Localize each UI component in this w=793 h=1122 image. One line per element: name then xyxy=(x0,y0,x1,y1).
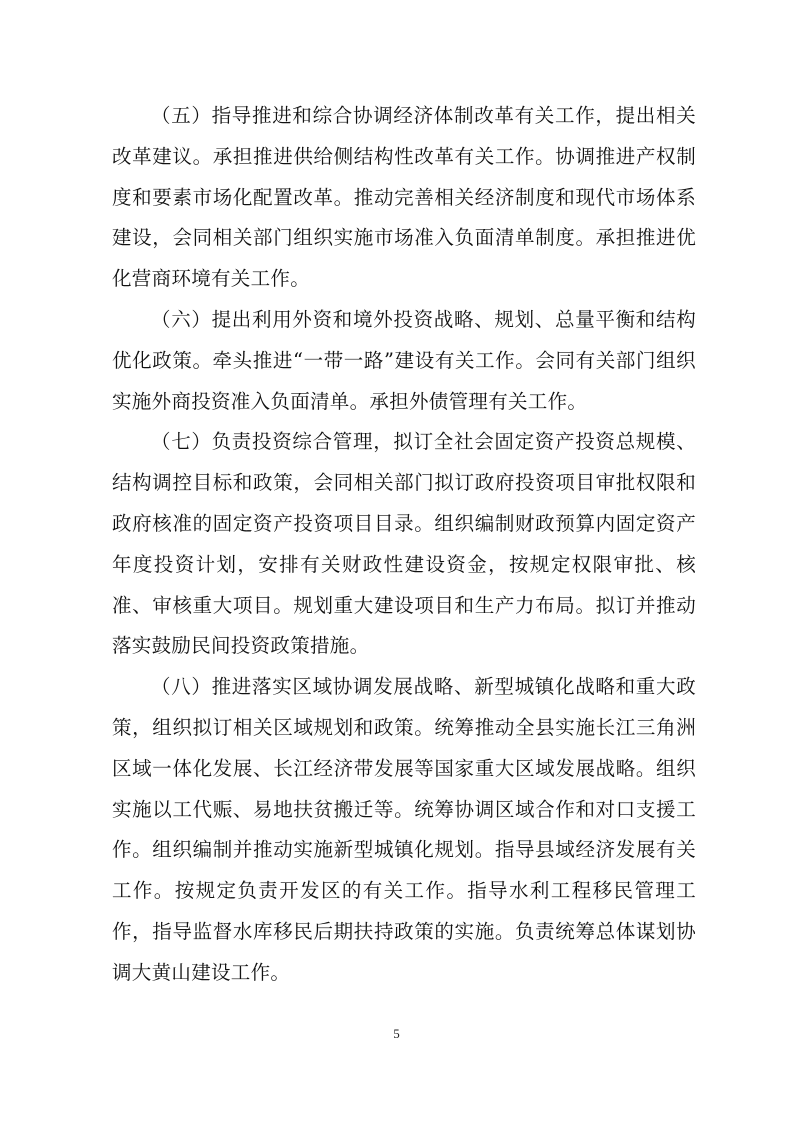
paragraph-6: （六）提出利用外资和境外投资战略、规划、总量平衡和结构优化政策。牵头推进“一带一路”建设有关工作。会同有关部门组织实施外商投资准入负面清单。承担外债管理有关工作。 xyxy=(112,307,696,413)
paragraph-8: （八）推进落实区域协调发展战略、新型城镇化战略和重大政策，组织拟订相关区域规划和政策。统筹推动全县实施长江三角洲区域一体化发展、长江经济带发展等国家重大区域发展战略。组织实施以工代赈、易地扶贫搬迁等。统筹协调区域合作和对口支援工作。组织编制并推动实施新型城镇化规划。指导县域经济发展有关工作。按规定负责开发区的有关工作。指导水利工程移民管理工作，指导监督水库移民后期扶持政策的实施。负责统筹总体谋划协调大黄山建设工作。 xyxy=(112,675,696,984)
paragraph-7: （七）负责投资综合管理，拟订全社会固定资产投资总规模、结构调控目标和政策，会同相关部门拟订政府投资项目审批权限和政府核准的固定资产投资项目目录。组织编制财政预算内固定资产年度投资计划，安排有关财政性建设资金，按规定权限审批、核准、审核重大项目。规划重大建设项目和生产力布局。拟订并推动落实鼓励民间投资政策措施。 xyxy=(112,430,696,658)
document-body xyxy=(112,96,696,994)
paragraph-5: （五）指导推进和综合协调经济体制改革有关工作，提出相关改革建议。承担推进供给侧结构性改革有关工作。协调推进产权制度和要素市场化配置改革。推动完善相关经济制度和现代市场体系建设，会同相关部门组织实施市场准入负面清单制度。承担推进优化营商环境有关工作。 xyxy=(112,104,696,291)
page-number: 5 xyxy=(393,1026,400,1041)
